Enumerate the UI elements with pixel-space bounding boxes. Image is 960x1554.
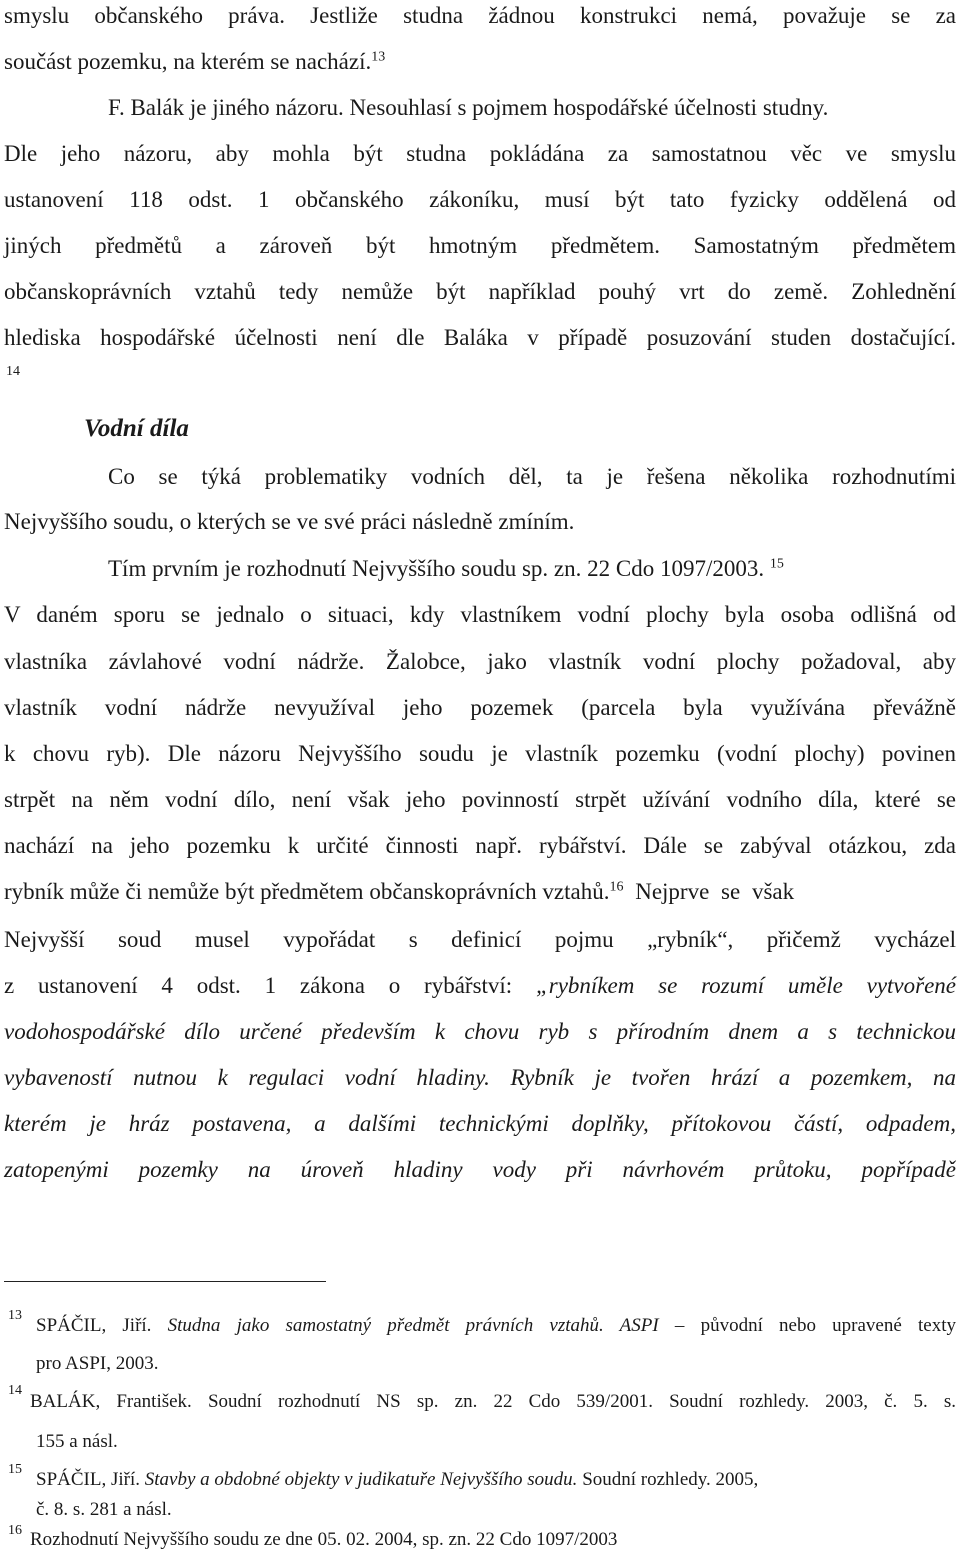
text-line [108, 555, 956, 583]
text-line [4, 878, 956, 906]
footnote-rest: – původní nebo upravené texty [658, 1315, 956, 1336]
text-line [4, 972, 956, 1000]
text-line: Dle jeho názoru, aby mohla být studna pokládána za samostatnou věc ve smyslu [4, 141, 956, 166]
text-line: jiných předmětů a zároveň být hmotným předmětem. Samostatným předmětem [4, 233, 956, 258]
text-line: F. Balák je jiného názoru. Nesouhlasí s pojmem hospodářské účelnosti studny. [108, 95, 829, 120]
text-line: vlastník vodní nádrže nevyužíval jeho pozemek (parcela byla využívána převážně [4, 695, 956, 720]
footnote-separator [4, 1281, 326, 1282]
footnote-title: Stavby a obdobné objekty v judikatuře Nejvyššího soudu. [144, 1469, 578, 1490]
text-line: Nejvyššího soudu, o kterých se ve své práci následně zmíním. [4, 509, 575, 534]
footnote-author: SPÁČIL, Jiří. [36, 1469, 145, 1490]
footnote-text: BALÁK, František. Soudní rozhodnutí NS sp. zn. 22 Cdo 539/2001. Soudní rozhledy. 2003, č. 5. s. [30, 1391, 956, 1412]
text-line: vlastníka závlahové vodní nádrže. Žalobce, jako vlastník vodní plochy požadoval, aby [4, 649, 956, 674]
footnote-rest: Soudní rozhledy. 2005, [577, 1469, 759, 1490]
footnote-ref: 13 [371, 49, 386, 65]
footnote-text: Rozhodnutí Nejvyššího soudu ze dne 05. 02. 2004, sp. zn. 22 Cdo 1097/2003 [30, 1529, 618, 1550]
footnote-text: č. 8. s. 281 a násl. [36, 1499, 172, 1520]
footnote-author: SPÁČIL, Jiří. [36, 1315, 168, 1336]
section-heading: Vodní díla [84, 415, 189, 442]
text-span: rybník může či nemůže být předmětem občanskoprávních vztahů. [4, 879, 610, 904]
footnote-ref: 15 [769, 556, 784, 572]
text-line: nachází na jeho pozemku k určité činnosti např. rybářství. Dále se zabýval otázkou, zda [4, 833, 956, 858]
text-line: Co se týká problematiky vodních děl, ta je řešena několika rozhodnutími [108, 464, 956, 489]
quote-line: kterém je hráz postavena, a dalšími technickými doplňky, přítokovou částí, odpadem, [4, 1111, 956, 1136]
footnote-ref: 14 [6, 364, 20, 379]
footnote-number: 13 [8, 1308, 22, 1323]
text-line: strpět na něm vodní dílo, není však jeho povinností strpět užívání vodního díla, které se [4, 787, 956, 812]
text-span: Nejprve se však [623, 879, 795, 904]
text-span: Tím prvním je rozhodnutí Nejvyššího soudu sp. zn. 22 Cdo 1097/2003. [108, 556, 765, 581]
footnote-text [36, 1314, 956, 1338]
quote-line: vybaveností nutnou k regulaci vodní hladiny. Rybník je tvořen hrází a pozemkem, na [4, 1065, 956, 1090]
footnote-number: 16 [8, 1523, 22, 1538]
text-line: k chovu ryb). Dle názoru Nejvyššího soudu je vlastník pozemku (vodní plochy) povinen [4, 741, 956, 766]
text-line: smyslu občanského práva. Jestliže studna žádnou konstrukci nemá, považuje se za [4, 3, 956, 28]
quote-line: zatopenými pozemky na úroveň hladiny vody při návrhovém průtoku, popřípadě [4, 1157, 956, 1182]
footnote-text: 155 a násl. [36, 1431, 118, 1452]
text-line [4, 48, 956, 76]
text-line: V daném sporu se jednalo o situaci, kdy vlastníkem vodní plochy byla osoba odlišná od [4, 602, 956, 627]
text-span: z ustanovení 4 odst. 1 zákona o rybářství: [4, 973, 536, 998]
quote-span: „rybníkem se rozumí uměle vytvořené [535, 973, 956, 998]
text-span: součást pozemku, na kterém se nachází. [4, 49, 372, 74]
text-line: ustanovení 118 odst. 1 občanského zákoníku, musí být tato fyzicky oddělená od [4, 187, 956, 212]
footnote-title: Studna jako samostatný předmět právních vztahů. ASPI [167, 1315, 659, 1336]
quote-line: vodohospodářské dílo určené především k chovu ryb s přírodním dnem a s technickou [4, 1019, 956, 1044]
text-line: Nejvyšší soud musel vypořádat s definicí pojmu „rybník“, přičemž vycházel [4, 927, 956, 952]
text-line: hlediska hospodářské účelnosti není dle Baláka v případě posuzování studen dostačující. [4, 325, 956, 350]
text-line: občanskoprávních vztahů tedy nemůže být například pouhý vrt do země. Zohlednění [4, 279, 956, 304]
footnote-ref: 16 [609, 879, 624, 895]
footnote-text [36, 1468, 758, 1492]
footnote-text: pro ASPI, 2003. [36, 1353, 159, 1374]
footnote-number: 14 [8, 1383, 22, 1398]
footnote-number: 15 [8, 1462, 22, 1477]
